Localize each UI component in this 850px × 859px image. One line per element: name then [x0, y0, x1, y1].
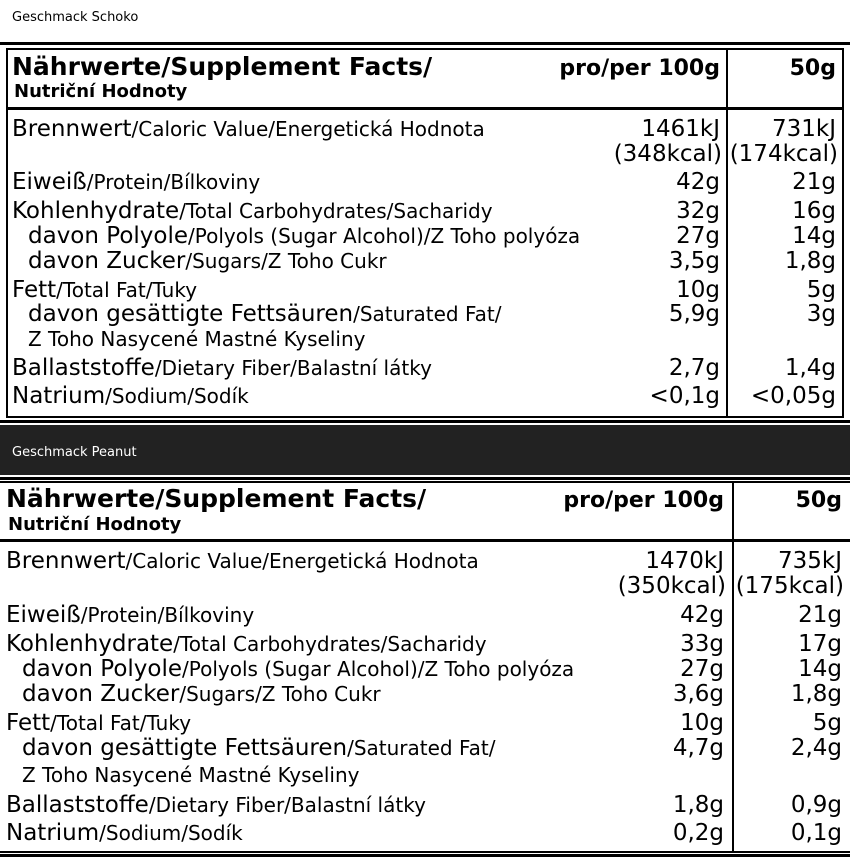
header-divider: [6, 107, 844, 110]
row-fiber-label: Ballaststoffe/Dietary Fiber/Balastní látky: [6, 792, 426, 818]
top-rule: [0, 477, 850, 480]
row-fat-100g: 10g: [676, 277, 720, 303]
row-sodium-100g: 0,2g: [672, 820, 724, 846]
row-satfat-50g: 2,4g: [790, 735, 842, 761]
header-col-50g: 50g: [795, 488, 842, 513]
row-fat-label: Fett/Total Fat/Tuky: [6, 710, 192, 736]
row-protein-50g: 21g: [798, 602, 842, 628]
row-satfat-label-line2: Z Toho Nasycené Mastné Kyseliny: [28, 327, 366, 351]
header-col-100g: pro/per 100g: [559, 56, 720, 81]
bottom-rule: [0, 854, 850, 857]
row-sugars-50g: 1,8g: [790, 681, 842, 707]
row-sodium-label: Natrium/Sodium/Sodík: [12, 383, 249, 409]
row-fiber-100g: 1,8g: [672, 792, 724, 818]
row-polyols-100g: 27g: [676, 223, 720, 249]
bottom-rule: [0, 420, 850, 423]
row-sodium-100g: <0,1g: [649, 383, 720, 409]
row-energy-kcal-100g: (348kcal): [613, 141, 722, 167]
row-carbs-label: Kohlenhydrate/Total Carbohydrates/Sacharidy: [6, 631, 487, 657]
row-energy-kcal-100g: (350kcal): [617, 573, 726, 599]
row-sodium-50g: <0,05g: [750, 383, 836, 409]
nutrition-panel-peanut: [0, 475, 850, 859]
row-protein-label: Eiweiß/Protein/Bílkoviny: [6, 602, 255, 628]
row-fat-50g: 5g: [812, 710, 842, 736]
row-sodium-label: Natrium/Sodium/Sodík: [6, 820, 243, 846]
column-divider: [732, 481, 734, 853]
row-energy-kj-50g: 731kJ: [771, 116, 836, 142]
row-energy-kj-100g: 1461kJ: [641, 116, 720, 142]
flavor-label-peanut: Geschmack Peanut: [0, 425, 850, 475]
row-polyols-label: davon Polyole/Polyols (Sugar Alcohol)/Z Toho polyóza: [22, 656, 575, 682]
row-carbs-100g: 33g: [680, 631, 724, 657]
row-satfat-50g: 3g: [806, 301, 836, 327]
row-fat-label: Fett/Total Fat/Tuky: [12, 277, 198, 303]
row-carbs-100g: 32g: [676, 198, 720, 224]
row-sugars-50g: 1,8g: [784, 248, 836, 274]
nutrition-panel-schoko: [0, 0, 850, 425]
row-polyols-100g: 27g: [680, 656, 724, 682]
column-divider: [726, 48, 728, 418]
row-energy-kcal-50g: (175kcal): [735, 573, 844, 599]
row-carbs-50g: 16g: [792, 198, 836, 224]
header-col-50g: 50g: [789, 56, 836, 81]
row-sugars-100g: 3,5g: [668, 248, 720, 274]
row-polyols-50g: 14g: [792, 223, 836, 249]
row-satfat-label-line2: Z Toho Nasycené Mastné Kyseliny: [22, 763, 360, 787]
row-polyols-50g: 14g: [798, 656, 842, 682]
flavor-label-schoko: Geschmack Schoko: [0, 0, 850, 40]
top-rule: [0, 42, 850, 45]
row-carbs-label: Kohlenhydrate/Total Carbohydrates/Sacharidy: [12, 198, 493, 224]
row-sugars-label: davon Zucker/Sugars/Z Toho Cukr: [22, 681, 381, 707]
row-protein-100g: 42g: [676, 169, 720, 195]
row-fat-50g: 5g: [806, 277, 836, 303]
row-polyols-label: davon Polyole/Polyols (Sugar Alcohol)/Z Toho polyóza: [28, 223, 581, 249]
row-energy-label: Brennwert/Caloric Value/Energetická Hodnota: [12, 116, 485, 142]
header-subtitle: Nutriční Hodnoty: [8, 514, 182, 535]
row-satfat-100g: 5,9g: [668, 301, 720, 327]
row-protein-100g: 42g: [680, 602, 724, 628]
row-carbs-50g: 17g: [798, 631, 842, 657]
row-fiber-100g: 2,7g: [668, 355, 720, 381]
row-sugars-100g: 3,6g: [672, 681, 724, 707]
row-satfat-100g: 4,7g: [672, 735, 724, 761]
row-protein-50g: 21g: [792, 169, 836, 195]
row-energy-kcal-50g: (174kcal): [729, 141, 838, 167]
header-title: Nährwerte/Supplement Facts/: [12, 52, 433, 81]
header-subtitle: Nutriční Hodnoty: [14, 81, 188, 102]
row-fiber-50g: 0,9g: [790, 792, 842, 818]
row-satfat-label: davon gesättigte Fettsäuren/Saturated Fat/: [22, 735, 496, 761]
row-fiber-50g: 1,4g: [784, 355, 836, 381]
row-fiber-label: Ballaststoffe/Dietary Fiber/Balastní látky: [12, 355, 432, 381]
row-sugars-label: davon Zucker/Sugars/Z Toho Cukr: [28, 248, 387, 274]
row-sodium-50g: 0,1g: [790, 820, 842, 846]
header-divider: [0, 539, 850, 542]
header-col-100g: pro/per 100g: [563, 488, 724, 513]
row-satfat-label: davon gesättigte Fettsäuren/Saturated Fat/: [28, 301, 502, 327]
header-title: Nährwerte/Supplement Facts/: [6, 484, 427, 513]
row-fat-100g: 10g: [680, 710, 724, 736]
row-energy-kj-100g: 1470kJ: [645, 548, 724, 574]
row-protein-label: Eiweiß/Protein/Bílkoviny: [12, 169, 261, 195]
row-energy-label: Brennwert/Caloric Value/Energetická Hodnota: [6, 548, 479, 574]
row-energy-kj-50g: 735kJ: [777, 548, 842, 574]
